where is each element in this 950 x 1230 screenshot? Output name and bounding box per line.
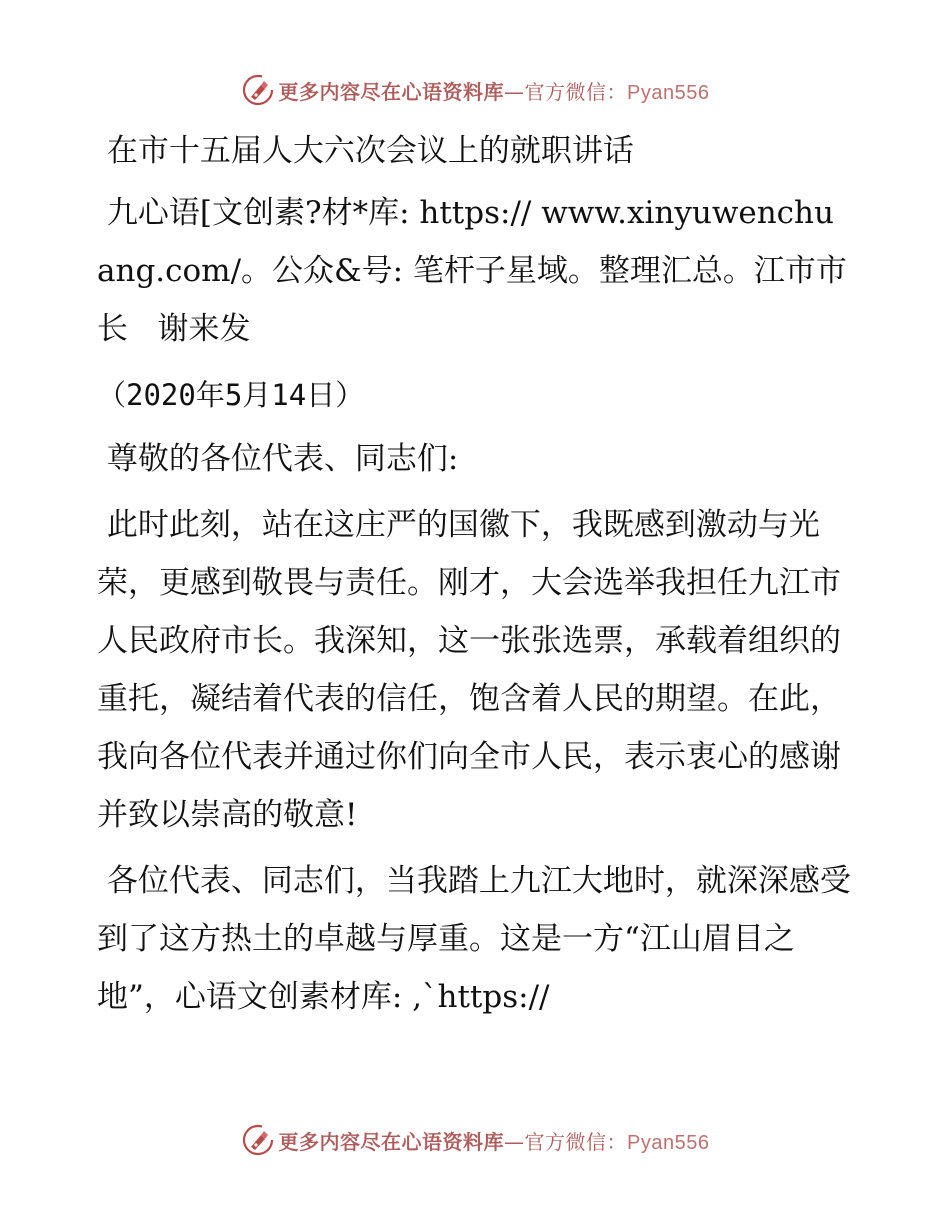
source-line: 九心语[文创素?材*库: https:// www.xinyuwenchuang.com/。公众&号: 笔杆子星域。整理汇总。江市市长 谢来发 [97,195,847,347]
watermark-dash: — [504,1129,525,1154]
speech-date: （2020年5月14日） [97,378,365,412]
paragraph-1: 此时此刻，站在这庄严的国徽下，我既感到激动与光荣，更感到敬畏与责任。刚才，大会选举我担任九江市人民政府市长。我深知，这一张张选票，承载着组织的重托，凝结着代表的信任，饱含着人民的期望。在此，我向各位代表并通过你们向全市人民，表示衷心的感谢并致以崇高的敬意! [97,507,841,833]
document-title: 在市十五届人大六次会议上的就职讲话 [97,133,634,169]
header-watermark [0,70,950,110]
document-body [97,122,852,1026]
watermark-main-text: 更多内容尽在心语资料库 [278,1129,505,1154]
pen-nib-logo-icon [241,1123,275,1157]
watermark-dash: — [504,79,525,104]
watermark-id: Pyan556 [627,81,710,104]
watermark-official-text: 官方微信： [524,79,628,104]
footer-watermark [0,1120,950,1160]
watermark-text [279,1126,710,1155]
watermark-main-text: 更多内容尽在心语资料库 [278,79,505,104]
watermark-text [279,76,710,105]
pen-nib-logo-icon [241,73,275,107]
greeting: 尊敬的各位代表、同志们: [97,441,459,477]
watermark-id: Pyan556 [627,1131,710,1154]
watermark-official-text: 官方微信： [524,1129,628,1154]
paragraph-2: 各位代表、同志们，当我踏上九江大地时，就深深感受到了这方热土的卓越与厚重。这是一方“江山眉目之地”，心语文创素材库: ,`https:// [97,863,851,1015]
